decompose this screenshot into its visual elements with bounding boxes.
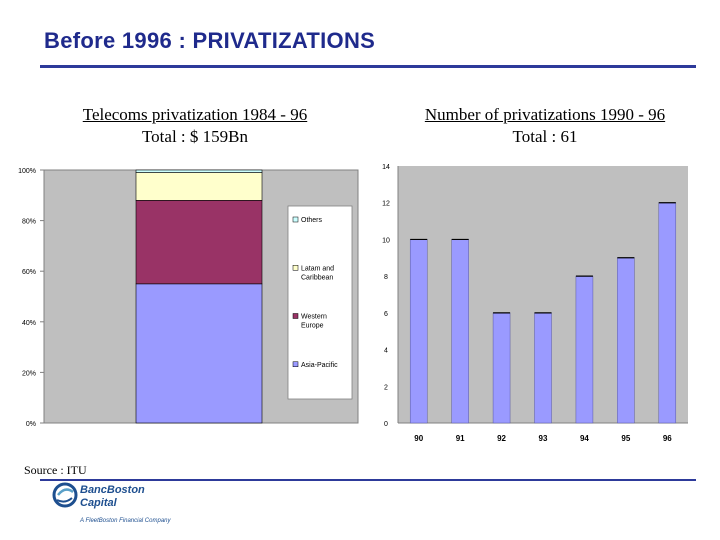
x-tick-label: 92 bbox=[497, 434, 507, 443]
legend-box bbox=[288, 206, 352, 399]
bar-segment-others bbox=[136, 170, 262, 173]
x-tick-label: 96 bbox=[662, 434, 672, 443]
bar-94 bbox=[576, 276, 593, 423]
right-chart-heading-line1: Number of privatizations 1990 - 96 bbox=[424, 105, 666, 124]
bar-segment-western-europe bbox=[136, 200, 262, 283]
logo-mark-icon bbox=[52, 482, 78, 510]
bar-segment-latam-and-caribbean bbox=[136, 173, 262, 201]
title-underline bbox=[40, 65, 696, 68]
stacked-bar-chart bbox=[0, 160, 360, 440]
x-tick-label: 91 bbox=[455, 434, 465, 443]
company-logo bbox=[52, 480, 192, 530]
legend-swatch-latam-and-caribbean bbox=[293, 265, 298, 270]
source-note: Source : ITU bbox=[24, 463, 87, 477]
bar-96 bbox=[659, 203, 676, 423]
legend-label: Western bbox=[301, 313, 327, 321]
y-tick-label: 14 bbox=[382, 164, 390, 171]
y-tick-label: 2 bbox=[384, 384, 388, 392]
legend-swatch-asia-pacific bbox=[293, 362, 298, 367]
bar-93 bbox=[535, 313, 552, 423]
y-tick-label: 20% bbox=[21, 370, 36, 378]
bar-92 bbox=[493, 313, 510, 423]
x-tick-label: 93 bbox=[538, 434, 548, 443]
y-tick-label: 12 bbox=[382, 200, 390, 208]
x-tick-label: 95 bbox=[621, 434, 631, 443]
column-chart bbox=[370, 156, 700, 446]
y-tick-label: 60% bbox=[21, 269, 36, 277]
y-tick-label: 80% bbox=[21, 218, 36, 226]
bar-90 bbox=[410, 239, 427, 423]
bar-segment-asia-pacific bbox=[136, 284, 262, 423]
right-chart-heading-line2: Total : 61 bbox=[512, 127, 578, 146]
y-tick-label: 8 bbox=[384, 274, 388, 282]
legend-label: Europe bbox=[301, 322, 324, 330]
legend-label: Latam and bbox=[301, 265, 335, 273]
y-tick-label: 0% bbox=[25, 421, 36, 428]
left-chart-heading-line1: Telecoms privatization 1984 - 96 bbox=[82, 105, 308, 124]
logo-line2: Capital bbox=[80, 497, 117, 509]
logo-tagline: A FleetBoston Financial Company bbox=[80, 518, 171, 524]
logo-line1: BancBoston bbox=[80, 484, 145, 496]
y-tick-label: 4 bbox=[384, 347, 388, 355]
y-tick-label: 6 bbox=[384, 310, 388, 318]
slide-title: Before 1996 : PRIVATIZATIONS bbox=[44, 28, 376, 53]
x-tick-label: 94 bbox=[579, 434, 589, 443]
left-chart-heading bbox=[20, 104, 370, 148]
y-tick-label: 100% bbox=[18, 168, 36, 175]
y-tick-label: 0 bbox=[384, 421, 388, 428]
y-tick-label: 10 bbox=[382, 237, 390, 245]
legend-label: Caribbean bbox=[301, 274, 334, 282]
legend-label: Asia-Pacific bbox=[301, 361, 338, 369]
bar-91 bbox=[452, 239, 469, 423]
legend-swatch-western-europe bbox=[293, 314, 298, 319]
right-chart-heading bbox=[380, 104, 710, 148]
left-chart-heading-line2: Total : $ 159Bn bbox=[141, 127, 248, 146]
legend-swatch-others bbox=[293, 217, 298, 222]
x-tick-label: 90 bbox=[414, 434, 424, 443]
y-tick-label: 40% bbox=[21, 319, 36, 327]
legend-label: Others bbox=[301, 217, 323, 224]
bar-95 bbox=[617, 258, 634, 423]
